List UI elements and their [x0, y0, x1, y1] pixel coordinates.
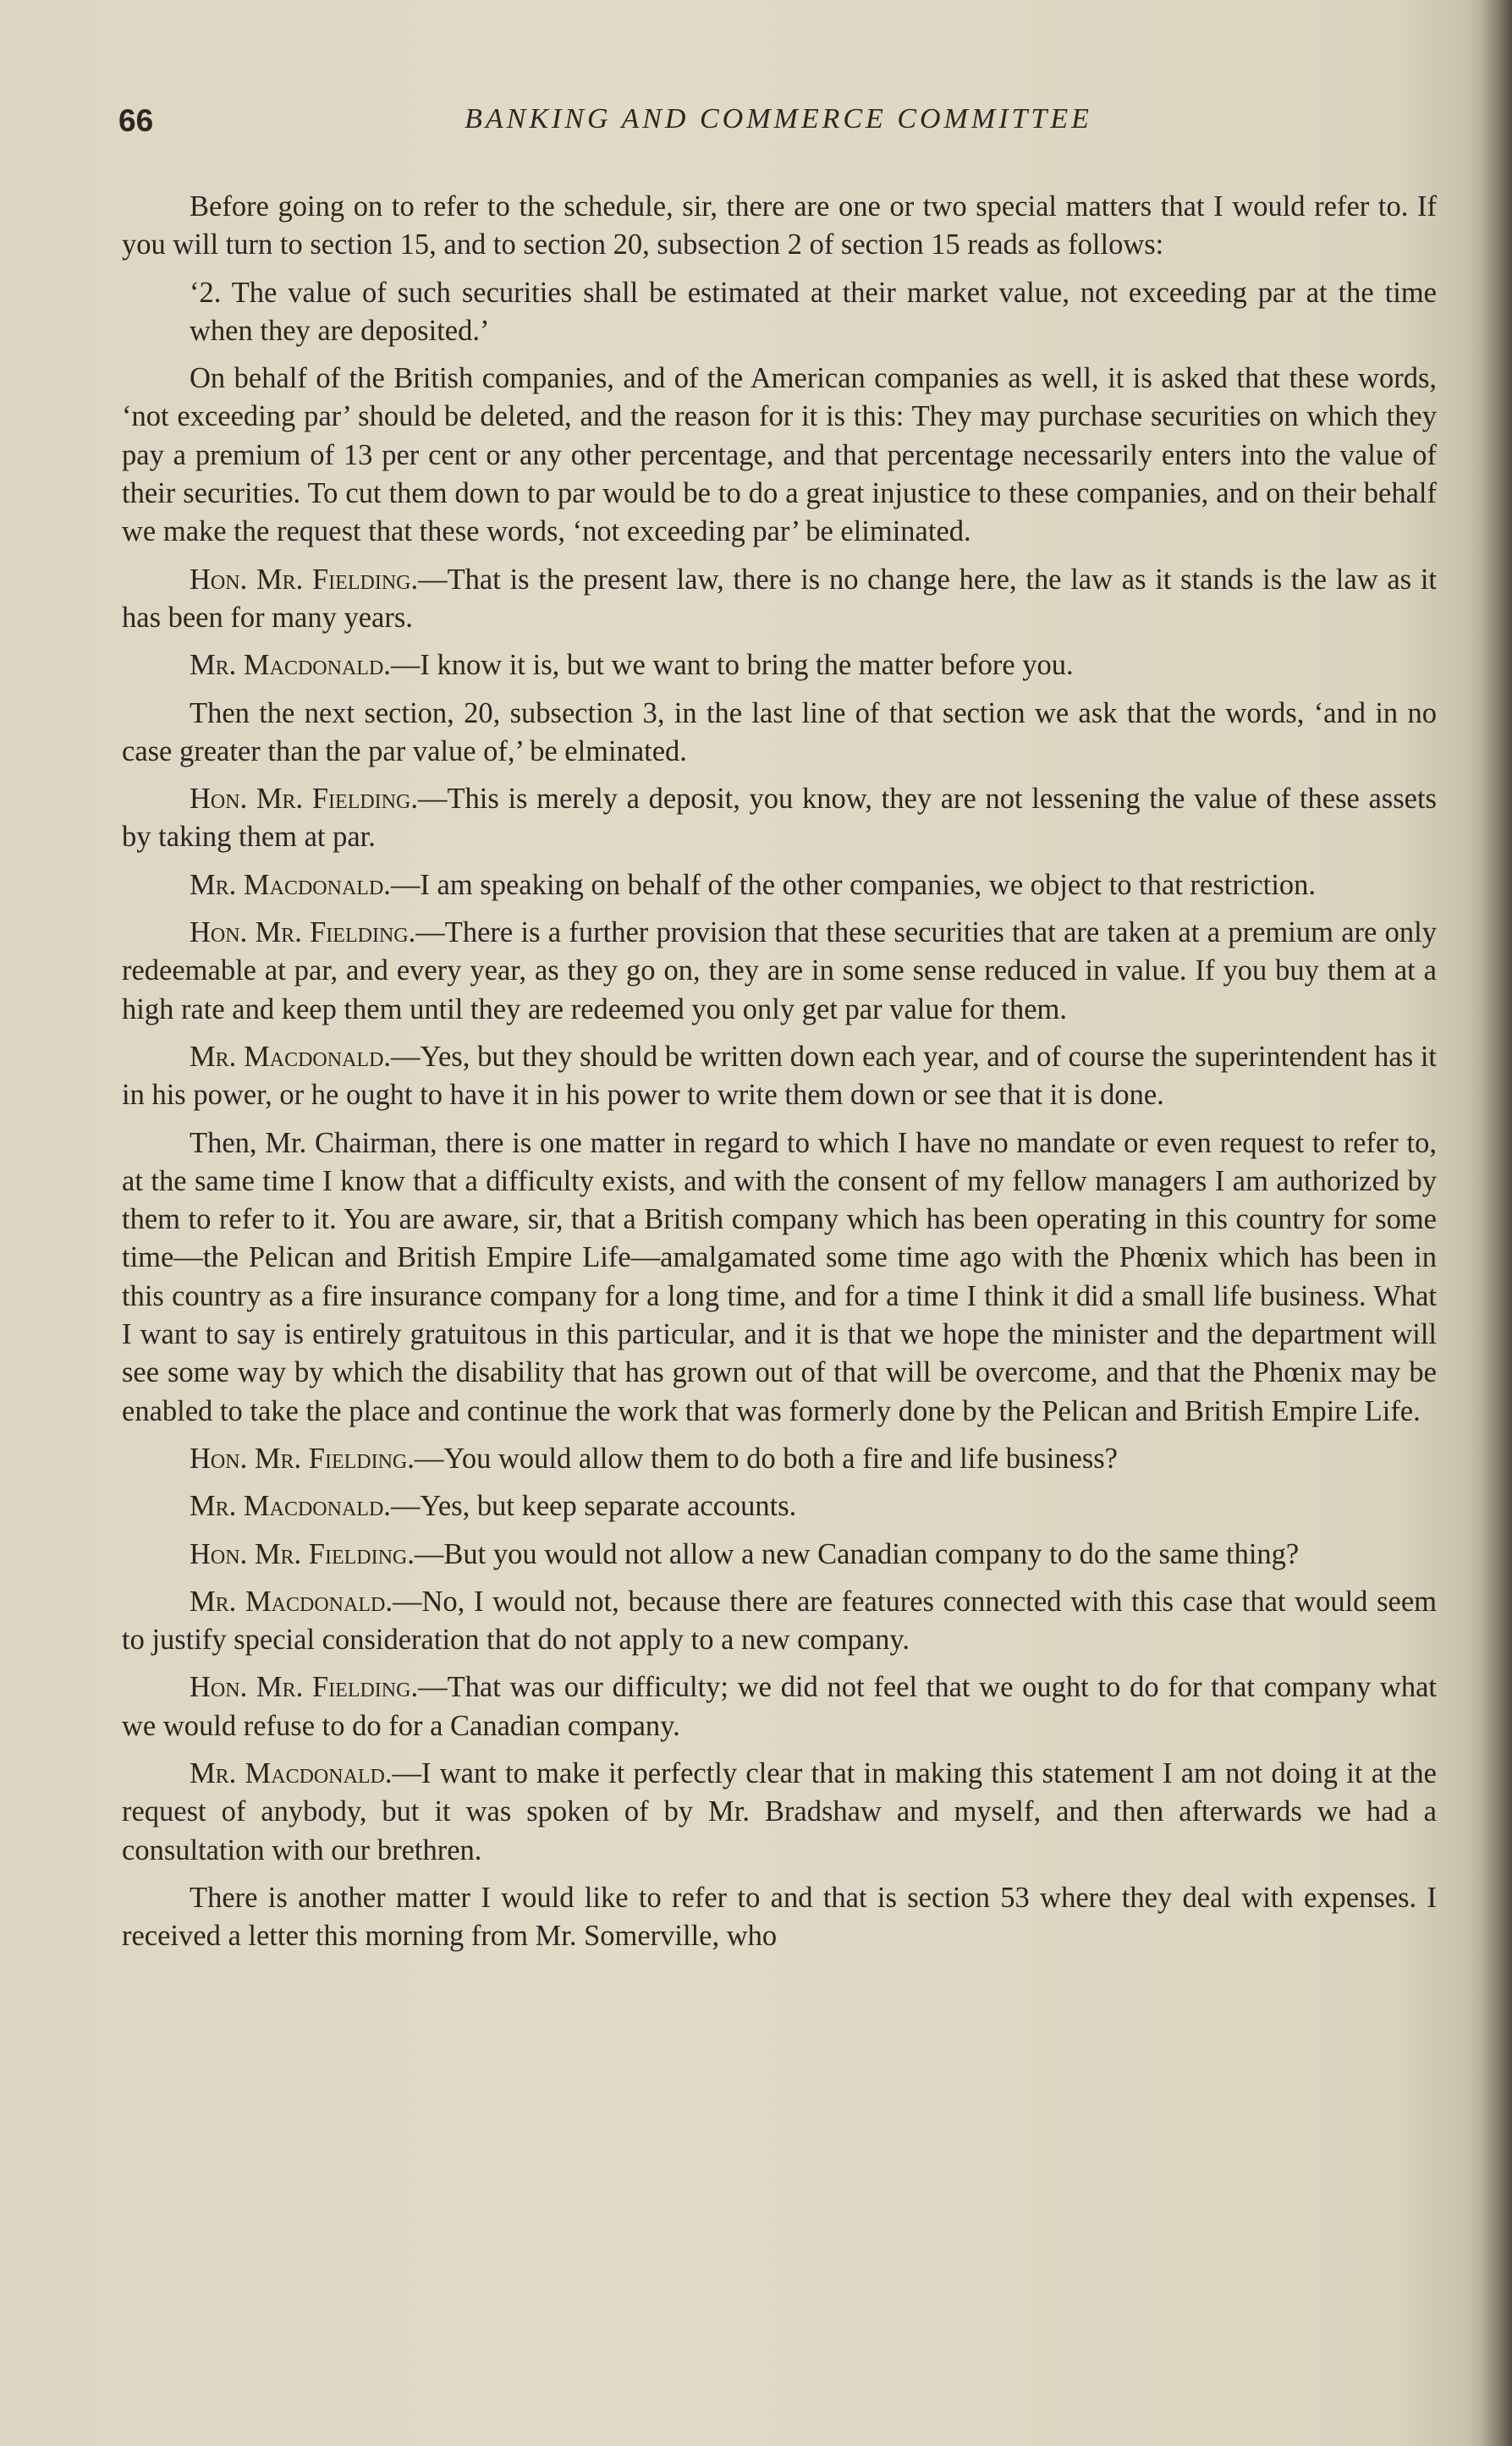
paragraph — [122, 1755, 1437, 1870]
paragraph-text: —Yes, but they should be written down each year, and of course the superintendent has it in his power, or he ought to have it in his power to write them down or see that it is done. — [122, 1040, 1437, 1112]
paragraph — [122, 1038, 1437, 1115]
paragraph — [122, 360, 1437, 551]
block-quote — [190, 274, 1437, 351]
paragraph-text: Then the next section, 20, subsection 3, in the last line of that section we ask that the words, ‘and in no case greater than the par value of,’ be elminated. — [122, 696, 1437, 767]
paragraph-text: —I know it is, but we want to bring the matter before you. — [390, 649, 1074, 682]
paragraph-text: —I am speaking on behalf of the other companies, we object to that restriction. — [390, 868, 1317, 901]
paragraph-text: ‘2. The value of such securities shall be estimated at their market value, not exceeding par at the time when they are deposited.’ — [190, 276, 1437, 347]
paragraph-text: Before going on to refer to the schedule, sir, there are one or two special matters that I would refer to. If you will turn to section 15, and to section 20, subsection 2 of section 15 reads as follows: — [122, 190, 1437, 261]
paragraph-text: —That was our difficulty; we did not feel that we ought to do for that company what we would refuse to do for a Canadian company. — [122, 1671, 1437, 1742]
paragraph — [122, 780, 1437, 857]
speaker-name: Mr. Macdonald. — [190, 1040, 392, 1073]
paragraph — [122, 1536, 1437, 1574]
paragraph — [122, 646, 1437, 684]
speaker-name: Hon. Mr. Fielding. — [190, 563, 419, 596]
paragraph-text: —But you would not allow a new Canadian company to do the same thing? — [414, 1537, 1300, 1570]
paragraph-text: —No, I would not, because there are features connected with this case that would seem to justify special consideration that do not apply to a new company. — [122, 1585, 1437, 1657]
paragraph — [122, 188, 1437, 265]
speaker-name: Mr. Macdonald. — [190, 1756, 393, 1789]
speaker-name: Hon. Mr. Fielding. — [190, 916, 416, 949]
page-body — [122, 188, 1437, 1965]
paragraph — [122, 561, 1437, 638]
paragraph-text: —There is a further provision that these securities that are taken at a premium are only redeemable at par, and every year, as they go on, they are in some sense reduced in value. If you buy them at a high rate and keep them until they are redeemed you only get par value for them. — [122, 916, 1437, 1025]
speaker-name: Hon. Mr. Fielding. — [190, 783, 418, 816]
paragraph-text: —I want to make it perfectly clear that in making this statement I am not doing it at the request of anybody, but it was spoken of by Mr. Bradshaw and myself, and then afterwards we had a consultation with our brethren. — [122, 1756, 1437, 1866]
speaker-name: Mr. Macdonald. — [190, 649, 391, 682]
paragraph-text: —Yes, but keep separate accounts. — [390, 1490, 797, 1523]
running-head: BANKING AND COMMERCE COMMITTEE — [465, 103, 1092, 135]
speaker-name: Mr. Macdonald. — [190, 1490, 391, 1523]
paragraph-text: —You would allow them to do both a fire and life business? — [414, 1442, 1118, 1475]
page-number: 66 — [118, 103, 154, 138]
paragraph — [122, 695, 1437, 772]
paragraph-text: Then, Mr. Chairman, there is one matter in regard to which I have no mandate or even request to refer to, at the same time I know that a difficulty exists, and with the consent of my fellow managers I am authorized by them to refer to it. You are aware, sir, that a British company which has been operating in this country for some time—the Pelican and British Empire Life—amalgamated some time ago with the Phœnix which has been in this country as a fire insurance company for a long time, and for a time I think it did a small life business. What I want to say is entirely gratuitous in this particular, and it is that we hope the minister and the department will see some way by which the disability that has grown out of that will be overcome, and that the Phœnix may be enabled to take the place and continue the work that was formerly done by the Pelican and British Empire Life. — [122, 1126, 1437, 1427]
paragraph — [122, 1487, 1437, 1525]
speaker-name: Hon. Mr. Fielding. — [190, 1442, 415, 1475]
speaker-name: Mr. Macdonald. — [190, 1585, 393, 1618]
paragraph — [122, 1440, 1437, 1478]
paragraph-text: There is another matter I would like to refer to and that is section 53 where they deal with expenses. I received a letter this morning from Mr. Somerville, who — [122, 1881, 1437, 1953]
paragraph-text: On behalf of the British companies, and of the American companies as well, it is asked that these words, ‘not exceeding par’ should be deleted, and the reason for it is this: They may purchase securities on which they pay a premium of 13 per cent or any other percentage, and that percentage necessarily enters into the value of their securities. To cut them down to par would be to do a great injustice to these companies, and on their behalf we make the request that these words, ‘not exceeding par’ be eliminated. — [122, 362, 1437, 548]
page-header — [118, 103, 1438, 151]
binding-shadow — [1482, 0, 1512, 2446]
speaker-name: Mr. Macdonald. — [190, 868, 391, 901]
paragraph — [122, 1583, 1437, 1660]
paragraph — [122, 1124, 1437, 1431]
paragraph — [122, 1879, 1437, 1956]
paragraph — [122, 1668, 1437, 1745]
paragraph-text: —That is the present law, there is no change here, the law as it stands is the law as it has been for many years. — [122, 563, 1437, 634]
paragraph — [122, 914, 1437, 1029]
speaker-name: Hon. Mr. Fielding. — [190, 1537, 415, 1570]
paragraph — [122, 866, 1437, 904]
speaker-name: Hon. Mr. Fielding. — [190, 1671, 419, 1704]
paragraph-text: —This is merely a deposit, you know, they are not lessening the value of these assets by taking them at par. — [122, 783, 1437, 854]
